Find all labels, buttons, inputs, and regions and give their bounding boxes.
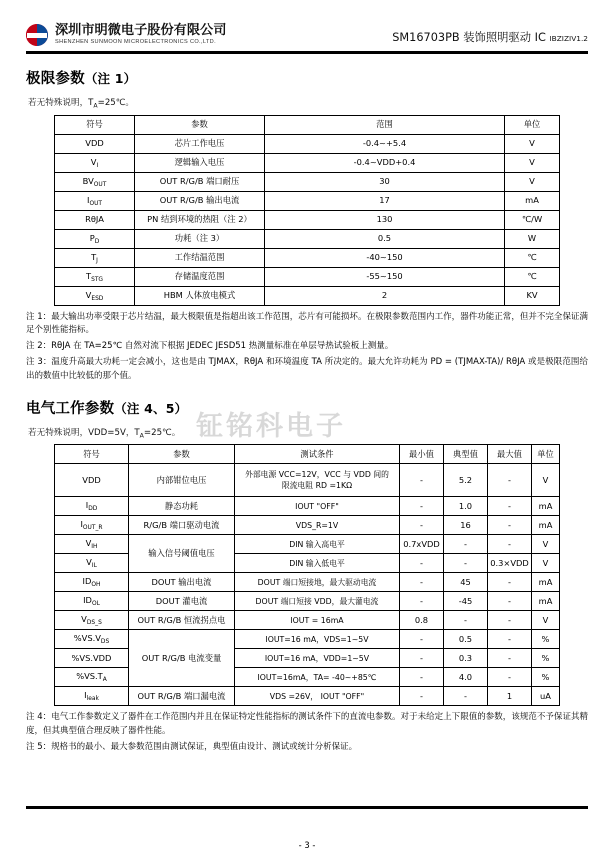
- symbol-text: BV: [82, 175, 94, 186]
- symbol-subscript: OUT: [89, 200, 102, 207]
- cell-symbol: [55, 267, 135, 286]
- cell-parameter: OUT R/G/B 端口漏电流: [129, 687, 235, 706]
- cell-unit: ℃: [505, 248, 560, 267]
- column-header-unit: 单位: [505, 115, 560, 134]
- cell-test-conditions: IOUT=16 mA，VDS=1~5V: [235, 630, 400, 649]
- symbol-text: V: [85, 538, 92, 549]
- cell-symbol: [55, 687, 129, 706]
- cell-unit: uA: [532, 687, 560, 706]
- cell-range: 30: [265, 172, 505, 191]
- cell-symbol: [55, 554, 129, 573]
- cell-unit: V: [532, 611, 560, 630]
- cell-unit: V: [505, 134, 560, 153]
- table-row: [55, 611, 560, 630]
- document-title-text: SM16703PB 装饰照明驱动 IC: [392, 31, 546, 44]
- symbol-text: %VS.VDD: [71, 652, 112, 663]
- cell-unit: ℃/W: [505, 210, 560, 229]
- table-row: [55, 191, 560, 210]
- table-row: [55, 210, 560, 229]
- table-row: [55, 229, 560, 248]
- absolute-maximum-ratings-table: [54, 115, 560, 306]
- cell-symbol: [55, 668, 129, 687]
- cell-typ: 0.5: [444, 630, 488, 649]
- cell-range: 130: [265, 210, 505, 229]
- cell-symbol: [55, 172, 135, 191]
- cell-min: -: [400, 464, 444, 497]
- electrical-characteristics-table: [54, 444, 560, 706]
- watermark-text: 钲铭科电子: [196, 411, 346, 442]
- cell-unit: mA: [532, 573, 560, 592]
- symbol-subscript: DS_S: [86, 620, 102, 627]
- cell-max: -: [488, 516, 532, 535]
- symbol-subscript: DD: [88, 506, 98, 513]
- logo-bar-shape: [27, 33, 47, 38]
- symbol-text: %VS.V: [73, 633, 101, 644]
- cell-range: -55~150: [265, 267, 505, 286]
- cell-typ: 5.2: [444, 464, 488, 497]
- table-row: [55, 267, 560, 286]
- section2-title-note: （注 4、5）: [114, 400, 188, 416]
- page-content: [0, 67, 614, 755]
- cell-parameter: HBM 人体放电模式: [135, 286, 265, 305]
- cell-parameter: 芯片工作电压: [135, 134, 265, 153]
- cell-range: -40~150: [265, 248, 505, 267]
- cell-parameter: OUT R/G/B 电流变量: [129, 630, 235, 687]
- note-item: 注 1：最大输出功率受限于芯片结温，最大极限值是指超出该工作范围，芯片有可能损坏。在极限参数范围内工作，器件功能正常，但并不完全保证满足个别性能指标。: [26, 311, 588, 336]
- cell-parameter: OUT R/G/B 输出电流: [135, 191, 265, 210]
- cell-unit: %: [532, 630, 560, 649]
- symbol-subscript: I: [96, 162, 99, 169]
- cell-typ: -: [444, 611, 488, 630]
- section-title-electrical-characteristics: [26, 397, 592, 418]
- table-row: [55, 464, 560, 497]
- cell-range: 2: [265, 286, 505, 305]
- symbol-text: I: [80, 519, 83, 530]
- cell-unit: %: [532, 668, 560, 687]
- symbol-text: T: [86, 270, 92, 281]
- cell-symbol: [55, 248, 135, 267]
- cell-max: -: [488, 573, 532, 592]
- cell-typ: -45: [444, 592, 488, 611]
- cell-min: -: [400, 516, 444, 535]
- cell-parameter: OUT R/G/B 恒流拐点电: [129, 611, 235, 630]
- cell-parameter: 输入信号阈值电压: [129, 535, 235, 573]
- cell-typ: -: [444, 535, 488, 554]
- cell-symbol: [55, 592, 129, 611]
- cell-typ: 1.0: [444, 497, 488, 516]
- section1-condition-sub: A: [93, 102, 98, 110]
- cell-typ: 4.0: [444, 668, 488, 687]
- table-row: [55, 573, 560, 592]
- cell-max: -: [488, 535, 532, 554]
- cell-test-conditions: IOUT "OFF": [235, 497, 400, 516]
- cell-symbol: [55, 630, 129, 649]
- section1-notes: [26, 311, 588, 384]
- cell-min: -: [400, 630, 444, 649]
- cell-max: -: [488, 630, 532, 649]
- cell-unit: mA: [532, 516, 560, 535]
- symbol-subscript: OH: [91, 582, 101, 589]
- page-header: [0, 0, 614, 48]
- symbol-subscript: STG: [91, 276, 103, 283]
- cell-test-conditions: DOUT 端口短接地，最大驱动电流: [235, 573, 400, 592]
- symbol-text: RθJA: [85, 214, 104, 225]
- symbol-subscript: DS: [100, 639, 110, 646]
- section-title-absolute-maximum-ratings: [26, 67, 592, 88]
- cell-typ: 16: [444, 516, 488, 535]
- document-version: IBZIZIV1.2: [549, 34, 588, 43]
- section2-condition: [28, 426, 592, 440]
- symbol-text: ID: [83, 595, 92, 606]
- table-row: [55, 153, 560, 172]
- column-header-symbol: 符号: [55, 445, 129, 464]
- cell-unit: %: [532, 649, 560, 668]
- section1-title-text: 极限参数: [26, 71, 85, 87]
- symbol-subscript: IL: [91, 563, 97, 570]
- company-name-cn: 深圳市明微电子股份有限公司: [55, 23, 227, 39]
- symbol-text: VDD: [82, 474, 101, 485]
- cell-typ: 0.3: [444, 649, 488, 668]
- symbol-text: V: [81, 614, 87, 625]
- cell-symbol: [55, 649, 129, 668]
- table-row: [55, 687, 560, 706]
- symbol-text: T: [91, 251, 97, 262]
- symbol-subscript: ESD: [91, 295, 104, 302]
- section1-condition-rest: =25℃。: [97, 98, 135, 108]
- cell-max: -: [488, 668, 532, 687]
- condition-line: 限流电阻 RD =1KΩ: [281, 481, 353, 491]
- cell-typ: -: [444, 554, 488, 573]
- table-row: [55, 535, 560, 554]
- cell-parameter: OUT R/G/B 端口耐压: [135, 172, 265, 191]
- symbol-subscript: OUT: [93, 181, 107, 188]
- cell-parameter: DOUT 灌电流: [129, 592, 235, 611]
- cell-parameter: 逻辑输入电压: [135, 153, 265, 172]
- note-item: 注 3：温度升高最大功耗一定会减小，这也是由 TJMAX，RθJA 和环境温度 TA 所决定的。最大允许功耗为 PD = (TJMAX-TA)/ RθJA 或是极限范围给出的数值中比较低的那个值。: [26, 357, 588, 381]
- cell-symbol: [55, 229, 135, 248]
- table-header-row: [55, 445, 560, 464]
- table-row: [55, 172, 560, 191]
- table-row: [55, 248, 560, 267]
- cell-test-conditions: VDS =26V， IOUT "OFF": [235, 687, 400, 706]
- cell-min: -: [400, 668, 444, 687]
- cell-symbol: [55, 516, 129, 535]
- cell-min: -: [400, 592, 444, 611]
- symbol-text: V: [90, 156, 97, 167]
- symbol-text: V: [85, 289, 92, 300]
- symbol-subscript: D: [94, 238, 100, 245]
- column-header-parameter: 参数: [129, 445, 235, 464]
- symbol-subscript: A: [102, 677, 107, 684]
- cell-test-conditions: IOUT=16mA，TA= -40~+85℃: [235, 668, 400, 687]
- cell-symbol: [55, 535, 129, 554]
- symbol-text: I: [87, 194, 90, 205]
- cell-parameter: 静态功耗: [129, 497, 235, 516]
- cell-parameter: 内部钳位电压: [129, 464, 235, 497]
- cell-min: -: [400, 497, 444, 516]
- cell-test-conditions: IOUT = 16mA: [235, 611, 400, 630]
- cell-min: -: [400, 687, 444, 706]
- table-header-row: [55, 115, 560, 134]
- symbol-subscript: OUT_R: [82, 525, 103, 532]
- cell-min: 0.8: [400, 611, 444, 630]
- symbol-subscript: IH: [91, 544, 98, 551]
- table-row: [55, 286, 560, 305]
- company-brand: [26, 24, 226, 46]
- section2-condition-sub: A: [139, 432, 144, 440]
- cell-symbol: [55, 573, 129, 592]
- cell-max: -: [488, 649, 532, 668]
- section2-condition-text: 若无特殊说明，VDD=5V，T: [28, 427, 140, 438]
- symbol-text: V: [86, 557, 92, 568]
- cell-parameter: 存储温度范围: [135, 267, 265, 286]
- cell-range: -0.4~VDD+0.4: [265, 153, 505, 172]
- cell-range: -0.4~+5.4: [265, 134, 505, 153]
- cell-symbol: [55, 464, 129, 497]
- symbol-subscript: OL: [91, 601, 100, 608]
- cell-test-conditions: DIN 输入低电平: [235, 554, 400, 573]
- cell-max: -: [488, 611, 532, 630]
- symbol-text: ID: [82, 576, 92, 587]
- cell-test-conditions: [235, 464, 400, 497]
- cell-symbol: [55, 286, 135, 305]
- absolute-maximum-ratings-body: [55, 134, 560, 305]
- cell-symbol: [55, 497, 129, 516]
- section2-condition-rest: =25℃。: [143, 427, 181, 438]
- symbol-text: I: [85, 500, 89, 511]
- cell-max: -: [488, 592, 532, 611]
- company-name-en: SHENZHEN SUNMOON MICROELECTRONICS CO.,LTD.: [55, 39, 216, 45]
- cell-min: 0.7xVDD: [400, 535, 444, 554]
- column-header-parameter: 参数: [135, 115, 265, 134]
- symbol-text: VDD: [85, 138, 104, 149]
- company-name-block: [55, 24, 226, 46]
- cell-unit: mA: [532, 592, 560, 611]
- section2-notes: [26, 711, 588, 754]
- section2-title-text: 电气工作参数: [26, 400, 115, 417]
- cell-max: 0.3×VDD: [488, 554, 532, 573]
- note-item: 注 2：RθJA 在 TA=25℃ 自然对流下根据 JEDEC JESD51 热测量标准在单层导热试验板上测量。: [26, 341, 394, 352]
- cell-unit: V: [505, 153, 560, 172]
- cell-test-conditions: VDS_R=1V: [235, 516, 400, 535]
- cell-typ: 45: [444, 573, 488, 592]
- symbol-text: I: [84, 690, 87, 701]
- company-logo-icon: [26, 24, 48, 46]
- cell-min: -: [400, 649, 444, 668]
- cell-parameter: 工作结温范围: [135, 248, 265, 267]
- header-divider: [26, 51, 588, 54]
- cell-unit: V: [505, 172, 560, 191]
- table-row: [55, 630, 560, 649]
- condition-line: 外部电源 VCC=12V，VCC 与 VDD 间的: [245, 469, 389, 479]
- cell-unit: W: [505, 229, 560, 248]
- electrical-characteristics-body: [55, 464, 560, 706]
- cell-parameter: DOUT 输出电流: [129, 573, 235, 592]
- cell-unit: V: [532, 535, 560, 554]
- page-number: - 3 -: [298, 840, 316, 850]
- cell-max: -: [488, 464, 532, 497]
- cell-test-conditions: IOUT=16 mA，VDD=1~5V: [235, 649, 400, 668]
- document-title: [392, 29, 588, 46]
- cell-range: 17: [265, 191, 505, 210]
- column-header-min: 最小值: [400, 445, 444, 464]
- column-header-max: 最大值: [488, 445, 532, 464]
- cell-min: -: [400, 554, 444, 573]
- cell-unit: V: [532, 464, 560, 497]
- cell-typ: -: [444, 687, 488, 706]
- cell-symbol: [55, 210, 135, 229]
- cell-test-conditions: DIN 输入高电平: [235, 535, 400, 554]
- section1-condition: [28, 96, 592, 110]
- cell-range: 0.5: [265, 229, 505, 248]
- table-row: [55, 516, 560, 535]
- table-row: [55, 134, 560, 153]
- section1-condition-text: 若无特殊说明，T: [28, 98, 94, 108]
- symbol-text: P: [89, 232, 95, 243]
- cell-symbol: [55, 191, 135, 210]
- cell-max: -: [488, 497, 532, 516]
- symbol-subscript: J: [96, 257, 98, 264]
- column-header-symbol: 符号: [55, 115, 135, 134]
- cell-unit: mA: [505, 191, 560, 210]
- cell-unit: KV: [505, 286, 560, 305]
- cell-symbol: [55, 611, 129, 630]
- cell-max: 1: [488, 687, 532, 706]
- column-header-test-conditions: 测试条件: [235, 445, 400, 464]
- cell-symbol: [55, 153, 135, 172]
- table-row: [55, 592, 560, 611]
- cell-symbol: [55, 134, 135, 153]
- column-header-typ: 典型值: [444, 445, 488, 464]
- cell-parameter: PN 结到环境的热阻（注 2）: [135, 210, 265, 229]
- footer-divider: [26, 806, 588, 809]
- cell-min: -: [400, 573, 444, 592]
- section1-title-note: （注 1）: [84, 71, 137, 86]
- symbol-subscript: leak: [86, 696, 99, 703]
- note-item: 注 4：电气工作参数定义了器件在工作范围内并且在保证特定性能指标的测试条件下的直流电参数。对于未给定上下限值的参数，该规范不予保证其精度，但其典型值合理反映了器件性能。: [26, 712, 588, 737]
- table-row: [55, 497, 560, 516]
- column-header-unit: 单位: [532, 445, 560, 464]
- cell-unit: V: [532, 554, 560, 573]
- cell-unit: ℃: [505, 267, 560, 286]
- cell-parameter: R/G/B 端口驱动电流: [129, 516, 235, 535]
- symbol-text: %VS.T: [76, 671, 103, 682]
- column-header-range: 范围: [265, 115, 505, 134]
- cell-parameter: 功耗（注 3）: [135, 229, 265, 248]
- note-item: 注 5：规格书的最小、最大参数范围由测试保证，典型值由设计、测试或统计分析保证。: [26, 741, 358, 752]
- cell-unit: mA: [532, 497, 560, 516]
- cell-test-conditions: DOUT 端口短接 VDD，最大灌电流: [235, 592, 400, 611]
